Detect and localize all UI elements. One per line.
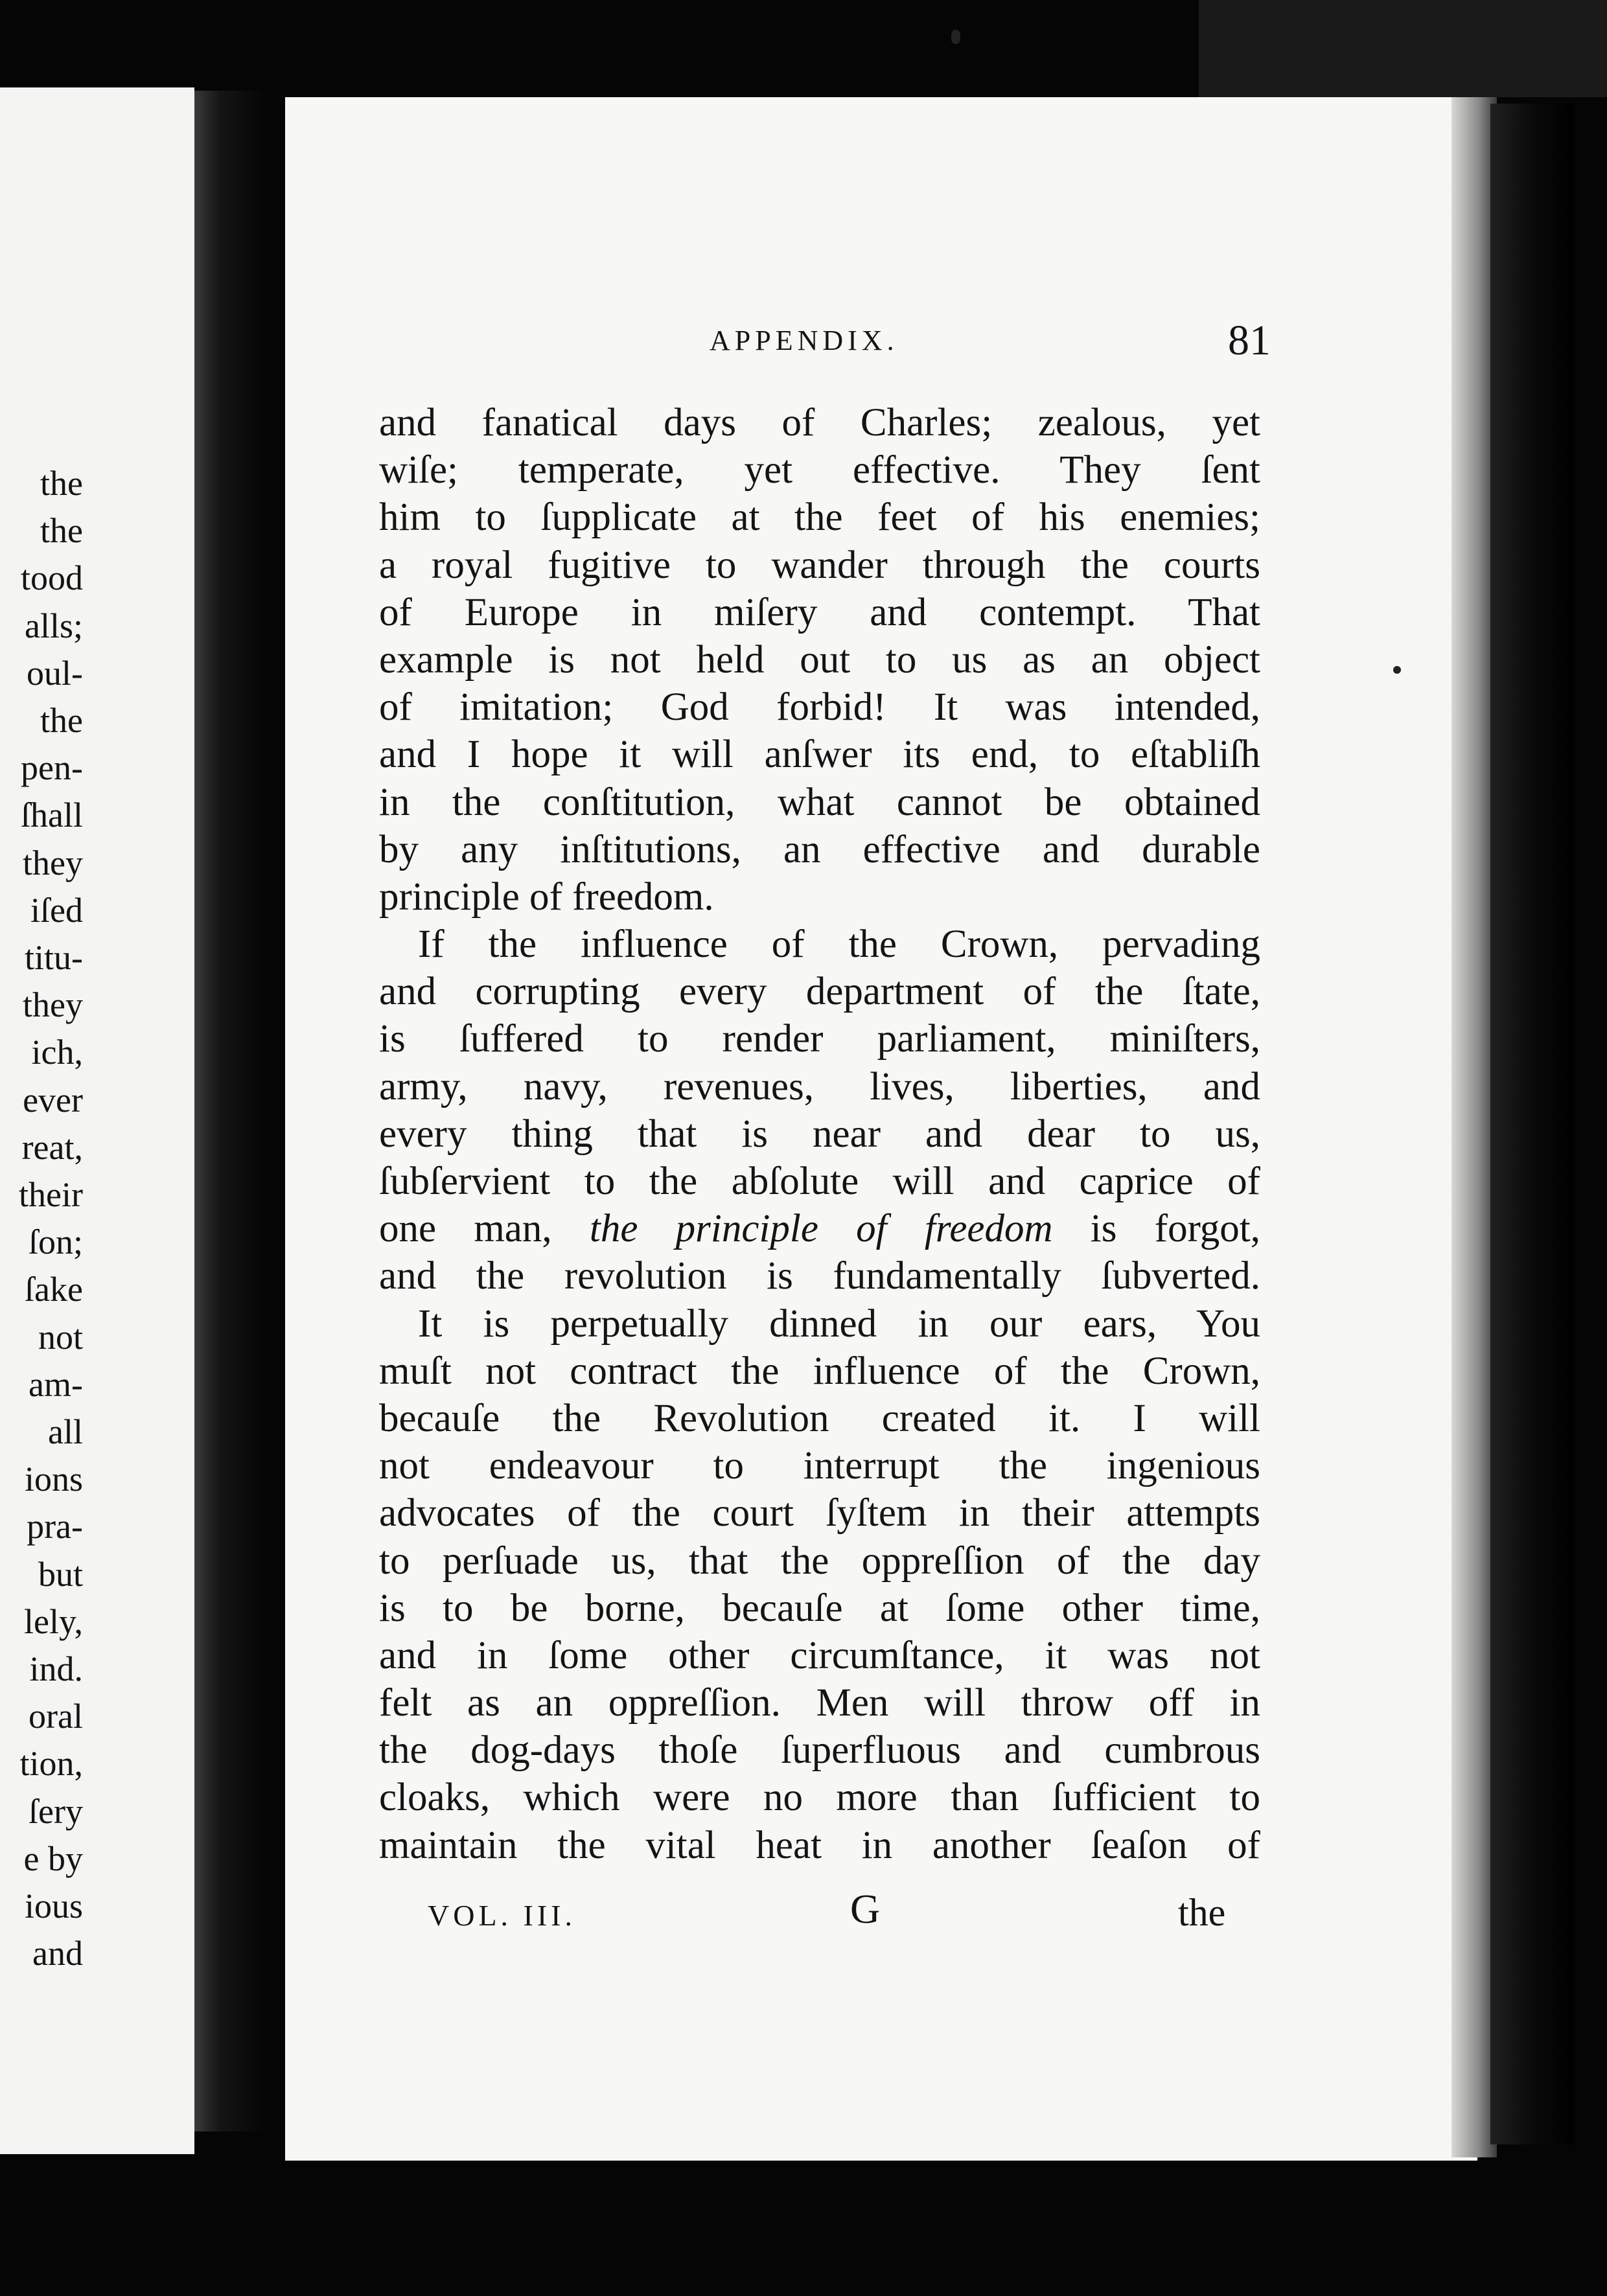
- previous-page-line: tood: [20, 558, 83, 598]
- previous-page-line: ind.: [29, 1649, 83, 1689]
- previous-page-line: ious: [24, 1887, 83, 1926]
- text-line: and I hope it will anſwer its end, to eſtabliſh: [379, 733, 1260, 777]
- previous-page-line: the: [40, 511, 83, 551]
- page-number: 81: [1228, 317, 1271, 364]
- previous-page-line: ſon;: [28, 1223, 83, 1262]
- text-line: every thing that is near and dear to us,: [379, 1112, 1260, 1156]
- previous-page-line: iſed: [30, 890, 83, 930]
- dust-speck: [951, 30, 960, 44]
- text-line: and corrupting every department of the ſtate,: [379, 970, 1260, 1014]
- previous-page-line: reat,: [21, 1127, 83, 1167]
- text-segment: one man,: [379, 1207, 590, 1251]
- text-line: example is not held out to us as an object: [379, 637, 1260, 682]
- text-line: wiſe; temperate, yet effective. They ſent: [379, 448, 1260, 492]
- text-line: the dog-days thoſe ſuperfluous and cumbrous: [379, 1728, 1260, 1773]
- text-line: to perſuade us, that the oppreſſion of the day: [379, 1539, 1260, 1583]
- text-line: not endeavour to interrupt the ingenious: [379, 1444, 1260, 1488]
- signature-mark: G: [850, 1886, 881, 1932]
- dust-speck: [1393, 666, 1401, 674]
- italic-phrase: the principle of freedom: [589, 1207, 1053, 1251]
- previous-page-text: [0, 460, 83, 1978]
- text-line: in the conſtitution, what cannot be obtained: [379, 780, 1260, 824]
- previous-page-line: ever: [23, 1080, 83, 1119]
- previous-page-line: they: [23, 985, 83, 1025]
- text-line: and fanatical days of Charles; zealous, yet: [379, 401, 1260, 444]
- text-line: It is perpetually dinned in our ears, You: [418, 1302, 1260, 1346]
- previous-page-line: their: [19, 1175, 83, 1215]
- book-gutter: [194, 91, 266, 2131]
- text-line: is ſuffered to render parliament, miniſters,: [379, 1017, 1260, 1061]
- previous-page-line: pra-: [27, 1507, 83, 1546]
- text-line: If the influence of the Crown, pervading: [418, 923, 1260, 967]
- previous-page-line: the: [40, 701, 83, 740]
- text-line: muſt not contract the influence of the Crown,: [379, 1349, 1260, 1393]
- text-line: principle of freedom.: [379, 875, 714, 919]
- previous-page-line: ſake: [25, 1270, 83, 1309]
- previous-page-line: ſhall: [21, 796, 83, 835]
- previous-page-line: not: [38, 1317, 83, 1357]
- text-line: army, navy, revenues, lives, liberties, and: [379, 1064, 1260, 1108]
- text-line: cloaks, which were no more than ſufficient to: [379, 1776, 1260, 1820]
- text-line: a royal fugitive to wander through the courts: [379, 543, 1260, 587]
- text-line: [379, 1205, 1260, 1252]
- previous-page-line: titu-: [25, 938, 83, 978]
- previous-page-line: oul-: [27, 653, 83, 693]
- previous-page-line: e by: [23, 1839, 83, 1878]
- previous-page-line: the: [40, 464, 83, 503]
- text-line: advocates of the court ſyſtem in their attempts: [379, 1491, 1260, 1535]
- text-line: of imitation; God forbid! It was intended,: [379, 685, 1260, 729]
- previous-page-line: oral: [29, 1697, 83, 1736]
- text-line: and in ſome other circumſtance, it was not: [379, 1633, 1260, 1677]
- previous-page-line: and: [32, 1934, 83, 1973]
- previous-page-line: but: [38, 1554, 83, 1594]
- previous-page-line: ſery: [29, 1791, 83, 1831]
- previous-page-line: all: [48, 1412, 83, 1452]
- text-line: and the revolution is fundamentally ſubverted.: [379, 1254, 1260, 1298]
- running-head: APPENDIX.: [710, 325, 899, 356]
- catchword: the: [1178, 1891, 1226, 1934]
- text-line: by any inſtitutions, an effective and durable: [379, 827, 1260, 871]
- previous-page-line: ions: [24, 1460, 83, 1499]
- body-text: [379, 399, 1260, 1869]
- previous-page-line: they: [23, 843, 83, 882]
- text-segment: is forgot,: [1052, 1207, 1260, 1251]
- previous-page: [0, 87, 194, 2154]
- scanner-band: [1199, 0, 1607, 97]
- text-line: felt as an oppreſſion. Men will throw off in: [379, 1681, 1260, 1725]
- book-fore-edge: [1490, 104, 1575, 2144]
- text-line: maintain the vital heat in another ſeaſon of: [379, 1823, 1260, 1867]
- previous-page-line: ich,: [31, 1033, 83, 1072]
- text-line: him to ſupplicate at the feet of his enemies;: [379, 496, 1260, 540]
- text-line: of Europe in miſery and contempt. That: [379, 590, 1260, 634]
- previous-page-line: alls;: [25, 606, 83, 645]
- previous-page-line: pen-: [21, 748, 83, 788]
- text-line: is to be borne, becauſe at ſome other time,: [379, 1586, 1260, 1630]
- volume-signature: VOL. III.: [428, 1899, 576, 1932]
- text-line: becauſe the Revolution created it. I will: [379, 1396, 1260, 1440]
- previous-page-line: tion,: [19, 1744, 83, 1784]
- previous-page-line: lely,: [24, 1601, 83, 1641]
- previous-page-line: am-: [29, 1364, 83, 1404]
- text-line: ſubſervient to the abſolute will and caprice of: [379, 1160, 1260, 1203]
